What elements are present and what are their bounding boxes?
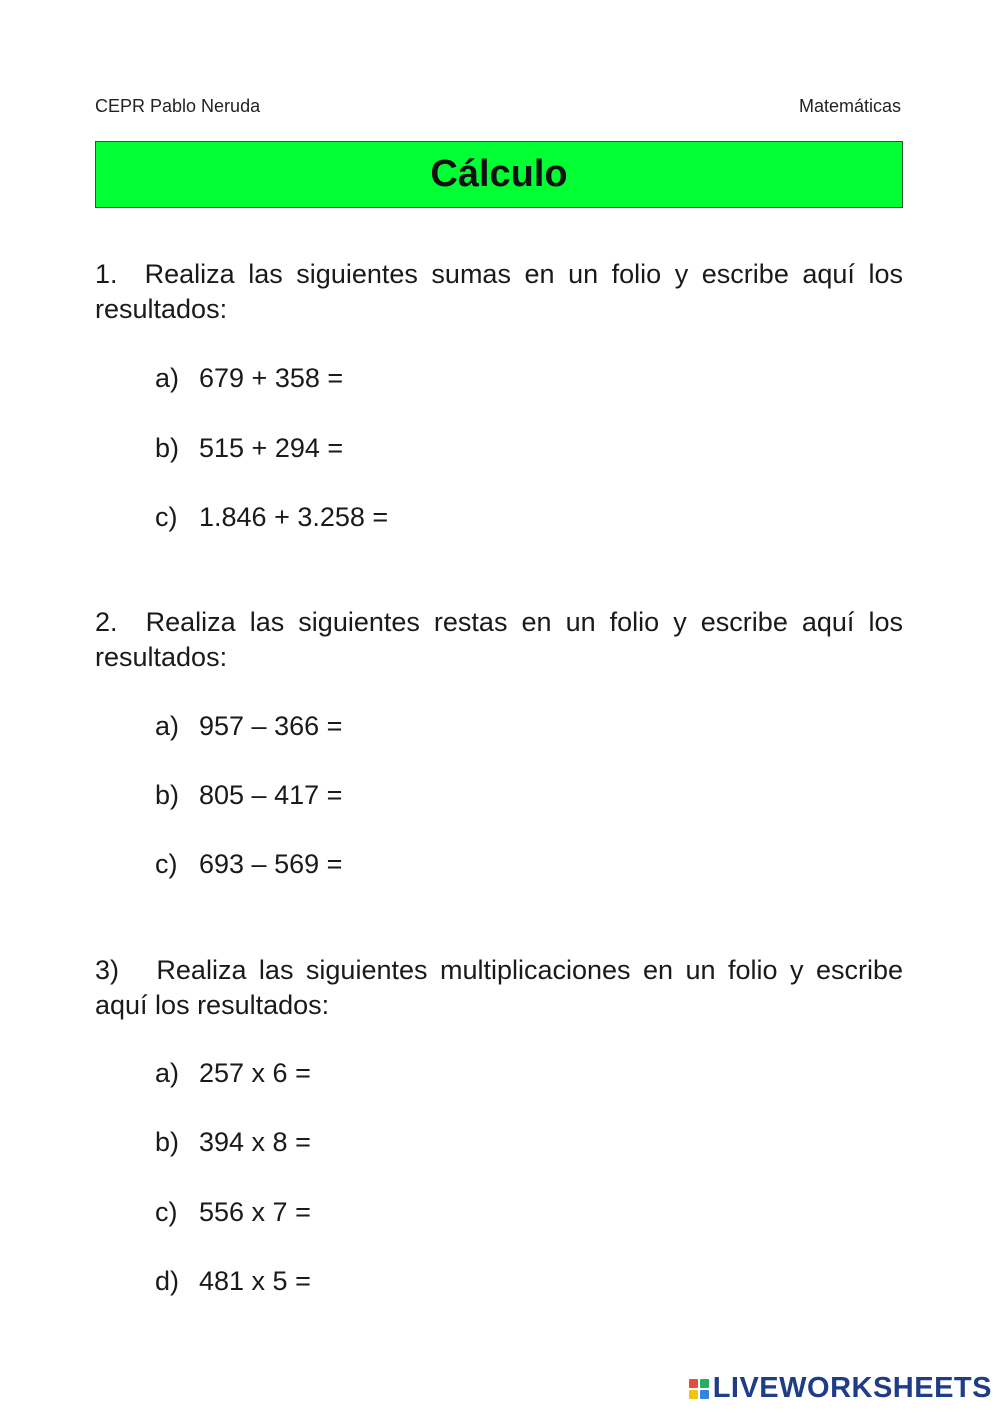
- page-title: Cálculo: [430, 153, 568, 195]
- title-banner: [95, 141, 903, 208]
- question-1: [95, 257, 903, 327]
- question-3-item-c: [155, 1196, 311, 1228]
- question-3-number: 3): [95, 955, 120, 985]
- item-expression: 805 – 417 =: [199, 780, 343, 810]
- logo-square-icon: [700, 1390, 709, 1399]
- item-letter: b): [155, 433, 180, 463]
- item-expression: 957 – 366 =: [199, 711, 343, 741]
- item-expression: 556 x 7 =: [199, 1197, 311, 1227]
- liveworksheets-grid-icon: [689, 1379, 709, 1399]
- item-letter: b): [155, 780, 180, 810]
- item-letter: d): [155, 1266, 180, 1296]
- question-1-item-b: [155, 432, 343, 464]
- item-expression: 515 + 294 =: [199, 433, 344, 463]
- item-letter: c): [155, 502, 178, 532]
- logo-text: LIVEWORKSHEETS: [712, 1372, 992, 1404]
- subject-name: Matemáticas: [798, 96, 901, 116]
- item-expression: 394 x 8 =: [199, 1127, 311, 1157]
- question-1-item-a: [155, 362, 343, 394]
- question-2: [95, 605, 903, 675]
- question-1-text: Realiza las siguientes sumas en un folio y escribe aquí los resultados:: [95, 259, 903, 324]
- logo-square-icon: [700, 1379, 709, 1388]
- question-3-item-a: [155, 1057, 311, 1089]
- question-2-item-c: [155, 848, 342, 880]
- question-2-number: 2.: [95, 607, 118, 637]
- item-expression: 1.846 + 3.258 =: [199, 502, 389, 532]
- item-letter: b): [155, 1127, 180, 1157]
- question-3: [95, 953, 903, 1023]
- item-expression: 693 – 569 =: [199, 849, 343, 879]
- question-2-item-a: [155, 710, 342, 742]
- question-2-item-b: [155, 779, 342, 811]
- logo-square-icon: [689, 1379, 698, 1388]
- item-expression: 481 x 5 =: [199, 1266, 311, 1296]
- logo-square-icon: [689, 1390, 698, 1399]
- item-letter: a): [155, 1058, 180, 1088]
- item-expression: 257 x 6 =: [199, 1058, 311, 1088]
- item-letter: a): [155, 363, 180, 393]
- question-3-text: Realiza las siguientes multiplicaciones en un folio y escribe aquí los resultados:: [95, 955, 903, 1020]
- liveworksheets-logo[interactable]: [689, 1372, 992, 1405]
- question-2-text: Realiza las siguientes restas en un folio y escribe aquí los resultados:: [95, 607, 903, 672]
- item-letter: c): [155, 849, 178, 879]
- item-letter: c): [155, 1197, 178, 1227]
- question-3-item-d: [155, 1265, 311, 1297]
- item-letter: a): [155, 711, 180, 741]
- question-1-number: 1.: [95, 259, 118, 289]
- item-expression: 679 + 358 =: [199, 363, 344, 393]
- school-name: CEPR Pablo Neruda: [95, 96, 261, 116]
- question-1-item-c: [155, 501, 388, 533]
- question-3-item-b: [155, 1126, 311, 1158]
